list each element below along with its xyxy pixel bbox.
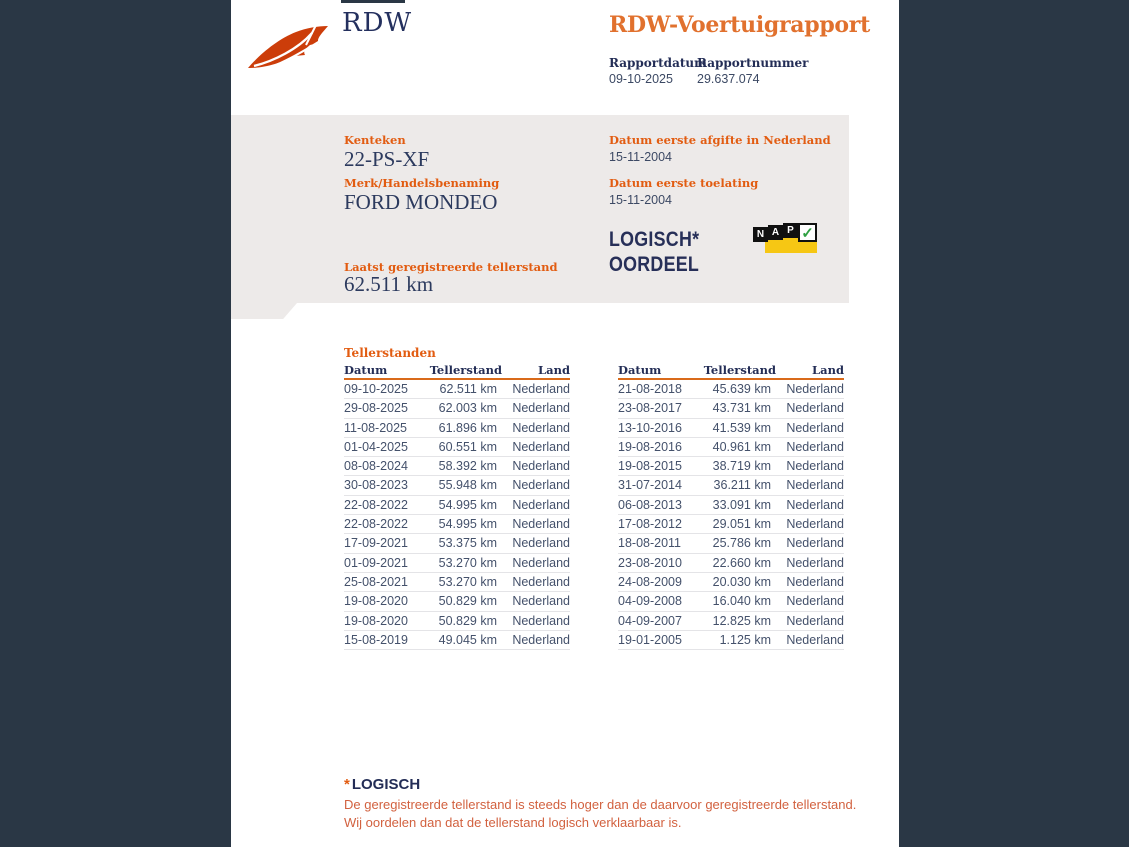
cell-land: Nederland [512, 574, 570, 589]
cell-land: Nederland [786, 517, 844, 532]
cell-tellerstand: 62.511 km [439, 382, 497, 396]
column-header-land: Land [812, 363, 844, 377]
vehicle-panel-corner-tab [231, 303, 297, 319]
report-date-value: 09-10-2025 [609, 72, 673, 86]
cell-datum: 25-08-2021 [344, 574, 408, 589]
table-row [344, 573, 570, 592]
cell-datum: 04-09-2007 [618, 613, 682, 628]
cell-datum: 15-08-2019 [344, 632, 408, 647]
table-row [344, 631, 570, 650]
table-row [618, 399, 844, 418]
cell-land: Nederland [786, 459, 844, 474]
cell-datum: 11-08-2025 [344, 420, 408, 435]
table-row [618, 612, 844, 631]
cell-tellerstand: 50.829 km [438, 594, 497, 609]
cell-datum: 19-08-2016 [618, 439, 682, 454]
oordeel-line1: LOGISCH* [609, 228, 700, 251]
column-header-datum: Datum [618, 363, 662, 377]
table-row [618, 476, 844, 495]
cell-tellerstand: 45.639 km [712, 382, 771, 396]
page-title: RDW-Voertuigrapport [609, 12, 870, 38]
cell-tellerstand: 20.030 km [712, 574, 771, 589]
toelating-value: 15-11-2004 [609, 193, 673, 207]
cell-datum: 17-08-2012 [618, 517, 682, 532]
cell-tellerstand: 55.948 km [438, 478, 497, 493]
cell-land: Nederland [786, 574, 844, 589]
tellerstand-value: 62.511 km [344, 272, 434, 296]
table-row [618, 554, 844, 573]
cell-land: Nederland [786, 594, 844, 609]
cell-land: Nederland [786, 497, 844, 512]
rdw-logo-icon [246, 23, 331, 71]
table-row [344, 612, 570, 631]
footnote-title-text: LOGISCH [351, 776, 421, 793]
column-header-tellerstand: Tellerstand [703, 363, 776, 377]
cell-datum: 29-08-2025 [344, 401, 408, 416]
table-body [618, 380, 844, 650]
cell-datum: 24-08-2009 [618, 574, 682, 589]
cell-datum: 22-08-2022 [344, 517, 408, 532]
cell-land: Nederland [786, 439, 844, 454]
cell-land: Nederland [786, 478, 844, 493]
tellerstanden-table-left [344, 362, 570, 650]
cell-land: Nederland [512, 517, 570, 532]
cell-land: Nederland [786, 613, 844, 628]
table-row [344, 476, 570, 495]
cell-tellerstand: 61.896 km [438, 420, 497, 435]
cell-datum: 01-09-2021 [344, 555, 408, 570]
merk-label: Merk/Handelsbenaming [344, 176, 500, 190]
cell-datum: 30-08-2023 [344, 478, 408, 493]
cell-datum: 09-10-2025 [344, 382, 408, 396]
cell-tellerstand: 62.003 km [438, 401, 497, 416]
cell-tellerstand: 38.719 km [712, 459, 771, 474]
kenteken-value: 22-PS-XF [344, 147, 430, 171]
cell-tellerstand: 54.995 km [438, 497, 497, 512]
footnote-text: De geregistreerde tellerstand is steeds hoger dan de daarvoor geregistreerde tellerstand. Wij oordelen dan dat de tellerstand logisch verklaarbaar is. [344, 797, 857, 830]
cell-land: Nederland [512, 459, 570, 474]
toelating-label: Datum eerste toelating [609, 176, 759, 190]
oordeel-line2: OORDEEL [609, 253, 700, 276]
cell-land: Nederland [512, 401, 570, 416]
cell-tellerstand: 43.731 km [712, 401, 771, 416]
cell-datum: 18-08-2011 [618, 536, 682, 551]
cell-datum: 08-08-2024 [344, 459, 408, 474]
cell-tellerstand: 50.829 km [438, 613, 497, 628]
table-row [344, 496, 570, 515]
table-row [618, 496, 844, 515]
table-row [618, 457, 844, 476]
report-page [231, 0, 899, 847]
table-row [618, 515, 844, 534]
nap-logo [752, 222, 818, 254]
report-number-label: Rapportnummer [697, 56, 809, 70]
cell-land: Nederland [786, 420, 844, 435]
tellerstand-label: Laatst geregistreerde tellerstand [344, 260, 558, 274]
cell-datum: 22-08-2022 [344, 497, 408, 512]
cell-tellerstand: 53.375 km [438, 536, 497, 551]
cell-land: Nederland [512, 632, 570, 647]
table-header-row [618, 362, 844, 380]
report-number-value: 29.637.074 [697, 72, 760, 86]
cell-land: Nederland [512, 478, 570, 493]
cell-land: Nederland [786, 382, 844, 396]
report-date-label: Rapportdatum [609, 56, 707, 70]
cell-tellerstand: 29.051 km [712, 517, 771, 532]
column-header-tellerstand: Tellerstand [429, 363, 502, 377]
cell-tellerstand: 53.270 km [438, 574, 497, 589]
cell-datum: 19-01-2005 [618, 632, 682, 647]
cell-datum: 17-09-2021 [344, 536, 408, 551]
cell-land: Nederland [786, 555, 844, 570]
table-row [344, 399, 570, 418]
table-row [344, 515, 570, 534]
table-row [344, 554, 570, 573]
cell-datum: 19-08-2020 [344, 613, 408, 628]
cell-datum: 31-07-2014 [618, 478, 682, 493]
afgifte-label: Datum eerste afgifte in Nederland [609, 133, 831, 147]
cell-tellerstand: 12.825 km [712, 613, 771, 628]
cell-tellerstand: 40.961 km [712, 439, 771, 454]
cell-tellerstand: 49.045 km [438, 632, 497, 647]
table-row [344, 457, 570, 476]
tellerstanden-heading: Tellerstanden [344, 346, 436, 360]
cell-datum: 13-10-2016 [618, 420, 682, 435]
cell-tellerstand: 58.392 km [438, 459, 497, 474]
cell-land: Nederland [512, 594, 570, 609]
cell-tellerstand: 16.040 km [712, 594, 771, 609]
cell-land: Nederland [786, 536, 844, 551]
table-row [618, 592, 844, 611]
cell-datum: 21-08-2018 [618, 382, 682, 396]
nap-checkmark-icon: ✓ [798, 223, 817, 242]
cell-tellerstand: 41.539 km [712, 420, 771, 435]
table-row [344, 380, 570, 399]
rdw-wordmark: RDW [342, 8, 413, 38]
table-row [344, 534, 570, 553]
table-row [618, 438, 844, 457]
cell-tellerstand: 1.125 km [719, 632, 771, 647]
table-row [618, 534, 844, 553]
cell-land: Nederland [786, 632, 844, 647]
nap-letter-n: N [753, 227, 768, 242]
cell-datum: 06-08-2013 [618, 497, 682, 512]
column-header-land: Land [538, 363, 570, 377]
cell-land: Nederland [512, 555, 570, 570]
top-edge-sliver [341, 0, 405, 3]
footnote-asterisk: * [344, 776, 350, 793]
cell-datum: 23-08-2017 [618, 401, 682, 416]
nap-letter-a: A [768, 225, 783, 240]
cell-tellerstand: 53.270 km [438, 555, 497, 570]
cell-tellerstand: 25.786 km [712, 536, 771, 551]
cell-land: Nederland [512, 497, 570, 512]
table-row [344, 592, 570, 611]
cell-land: Nederland [786, 401, 844, 416]
table-header-row [344, 362, 570, 380]
cell-tellerstand: 33.091 km [712, 497, 771, 512]
nap-letter-p: P [783, 223, 798, 238]
cell-land: Nederland [512, 382, 570, 396]
table-row [618, 419, 844, 438]
column-header-datum: Datum [344, 363, 388, 377]
cell-tellerstand: 36.211 km [713, 478, 771, 493]
tellerstanden-table-right [618, 362, 844, 650]
cell-datum: 01-04-2025 [344, 439, 408, 454]
kenteken-label: Kenteken [344, 133, 406, 147]
table-body [344, 380, 570, 650]
table-row [618, 631, 844, 650]
footnote-title [344, 776, 420, 793]
cell-land: Nederland [512, 613, 570, 628]
cell-tellerstand: 60.551 km [438, 439, 497, 454]
cell-tellerstand: 54.995 km [438, 517, 497, 532]
merk-value: FORD MONDEO [344, 190, 498, 214]
cell-land: Nederland [512, 536, 570, 551]
cell-datum: 23-08-2010 [618, 555, 682, 570]
table-row [344, 438, 570, 457]
cell-land: Nederland [512, 420, 570, 435]
cell-datum: 19-08-2015 [618, 459, 682, 474]
table-row [344, 419, 570, 438]
cell-land: Nederland [512, 439, 570, 454]
cell-tellerstand: 22.660 km [712, 555, 771, 570]
cell-datum: 19-08-2020 [344, 594, 408, 609]
cell-datum: 04-09-2008 [618, 594, 682, 609]
table-row [618, 573, 844, 592]
afgifte-value: 15-11-2004 [609, 150, 673, 164]
table-row [618, 380, 844, 399]
